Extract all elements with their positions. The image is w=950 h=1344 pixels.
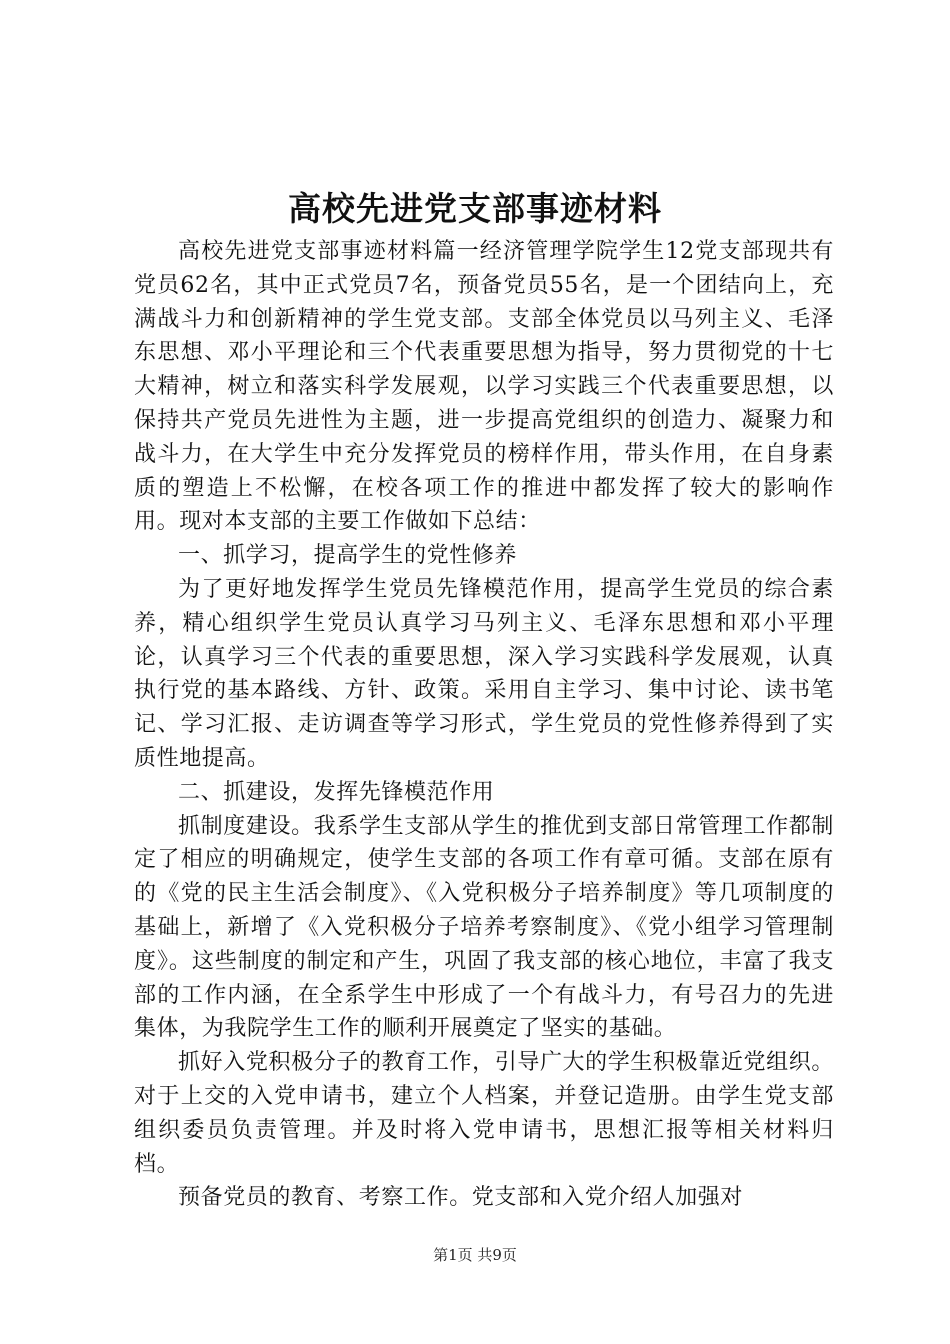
paragraph-probationary-members: 预备党员的教育、考察工作。党支部和入党介绍人加强对 — [178, 1185, 744, 1211]
paragraph-study: 为了更好地发挥学生党员先锋模范作用，提高学生党员的综合素养，精心组织学生党员认真学习马列主义、毛泽东思想和邓小平理论，认真学习三个代表的重要思想，深入学习实践科学发展观，认真执行党的基本路线、方针、政策。采用自主学习、集中讨论、读书笔记、学习汇报、走访调查等学习形式，学生党员的党性修养得到了实质性地提高。 — [134, 576, 834, 771]
page-number-footer: 第1页 共9页 — [433, 1246, 517, 1264]
paragraph-intro: 高校先进党支部事迹材料篇一经济管理学院学生12党支部现共有党员62名，其中正式党员7名，预备党员55名，是一个团结向上，充满战斗力和创新精神的学生党支部。支部全体党员以马列主义、毛泽东思想、邓小平理论和三个代表重要思想为指导，努力贯彻党的十七大精神，树立和落实科学发展观，以学习实践三个代表重要思想，以保持共产党员先进性为主题，进一步提高党组织的创造力、凝聚力和战斗力，在大学生中充分发挥党员的榜样作用，带头作用，在自身素质的塑造上不松懈，在校各项工作的推进中都发挥了较大的影响作用。现对本支部的主要工作做如下总结： — [134, 239, 834, 535]
section-heading-construction: 二、抓建设，发挥先锋模范作用 — [178, 779, 495, 805]
paragraph-system-construction: 抓制度建设。我系学生支部从学生的推优到支部日常管理工作都制定了相应的明确规定，使学生支部的各项工作有章可循。支部在原有的《党的民主生活会制度》、《入党积极分子培养制度》等几项制度的基础上，新增了《入党积极分子培养考察制度》、《党小组学习管理制度》。这些制度的制定和产生，巩固了我支部的核心地位，丰富了我支部的工作内涵，在全系学生中形成了一个有战斗力，有号召力的先进集体，为我院学生工作的顺利开展奠定了坚实的基础。 — [134, 813, 834, 1042]
paragraph-activist-education: 抓好入党积极分子的教育工作，引导广大的学生积极靠近党组织。对于上交的入党申请书，建立个人档案，并登记造册。由学生党支部组织委员负责管理。并及时将入党申请书，思想汇报等相关材料归档。 — [134, 1050, 834, 1177]
section-heading-study: 一、抓学习，提高学生的党性修养 — [178, 543, 518, 569]
document-title: 高校先进党支部事迹材料 — [288, 189, 662, 228]
document-body — [134, 235, 834, 1215]
